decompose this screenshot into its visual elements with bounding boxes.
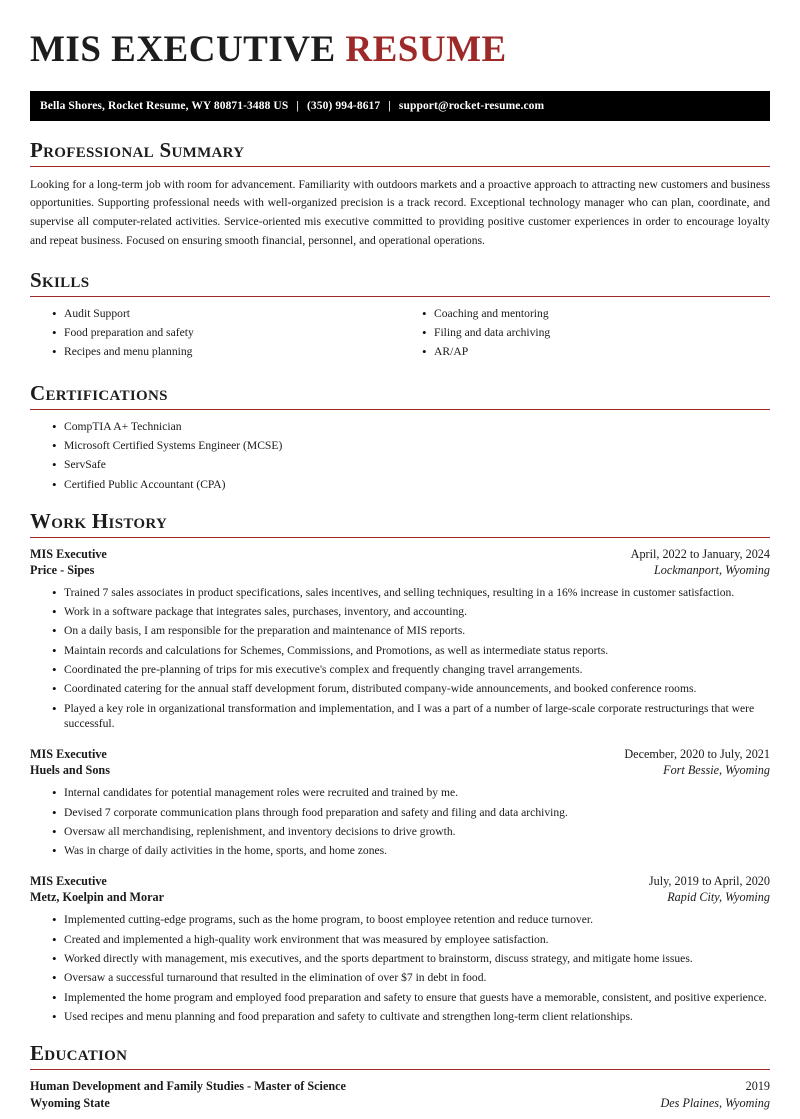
contact-address: Bella Shores, Rocket Resume, WY 80871-3488 US: [40, 99, 289, 112]
education-degree: Human Development and Family Studies - Master of Science: [30, 1079, 346, 1094]
section-title-work-history: Work History: [30, 508, 168, 533]
list-item: • ServSafe: [52, 457, 770, 472]
work-history-entry: [30, 747, 770, 858]
list-item: • Coordinated the pre-planning of trips for mis executive's complex and frequently changing travel arrangements.: [52, 662, 770, 677]
job-company: Price - Sipes: [30, 562, 95, 577]
section-title-education: Education: [30, 1041, 128, 1066]
job-title: MIS Executive: [30, 874, 107, 889]
list-item: • Devised 7 corporate communication plans through food preparation and safety and filing and data archiving.: [52, 805, 770, 820]
list-item: • Used recipes and menu planning and food preparation and safety to cultivate and strengthen long-term client relationships.: [52, 1009, 770, 1024]
work-history-entry: [30, 874, 770, 1024]
summary-text: Looking for a long-term job with room for advancement. Familiarity with outdoors markets and a proactive approach to attracting new customers and business opportunities. Supporting professional needs with well-organized precision is a track record. Exceptional technology manager who can plan, coordinate, and supervise all computer-related activities. Service-oriented mis executive committed to providing positive customer experiences in order to encourage loyalty and repeat business. Focused on ensuring smooth financial, personnel, and operational operations.: [30, 177, 770, 248]
education-location: Des Plaines, Wyoming: [660, 1096, 770, 1111]
contact-separator-1: |: [296, 99, 299, 112]
job-location: Fort Bessie, Wyoming: [663, 763, 770, 778]
job-location: Lockmanport, Wyoming: [653, 562, 770, 577]
section-certifications: [30, 381, 770, 492]
list-item: • Filing and data archiving: [422, 325, 770, 340]
skills-list-left: [30, 306, 400, 360]
list-item: • Created and implemented a high-quality work environment that was measured by employee satisfaction.: [52, 932, 770, 947]
job-dates: December, 2020 to July, 2021: [624, 747, 770, 762]
job-title: MIS Executive: [30, 747, 107, 762]
list-item: • Work in a software package that integrates sales, purchases, inventory, and accounting.: [52, 604, 770, 619]
list-item: • Audit Support: [52, 306, 400, 321]
list-item: • Trained 7 sales associates in product specifications, sales incentives, and selling techniques, resulting in a 16% increase in customer satisfaction.: [52, 585, 770, 600]
list-item: • Certified Public Accountant (CPA): [52, 477, 770, 492]
job-company: Huels and Sons: [30, 763, 110, 778]
list-item: • CompTIA A+ Technician: [52, 419, 770, 434]
list-item: • Was in charge of daily activities in the home, sports, and home zones.: [52, 843, 770, 858]
list-item: • Recipes and menu planning: [52, 344, 400, 359]
list-item: • Microsoft Certified Systems Engineer (MCSE): [52, 438, 770, 453]
contact-email[interactable]: support@rocket-resume.com: [398, 99, 545, 112]
list-item: • Played a key role in organizational transformation and implementation, and I was a part of a number of large-scale corporate restructurings that were successful.: [52, 701, 770, 732]
education-header-row: [30, 1079, 770, 1094]
contact-bar: [30, 91, 770, 121]
job-bullets: [30, 912, 770, 1024]
education-entry: [30, 1079, 770, 1111]
job-location: Rapid City, Wyoming: [667, 890, 770, 905]
list-item: • Coordinated catering for the annual staff development forum, distributed company-wide announcements, and booked conference rooms.: [52, 681, 770, 696]
section-divider: [30, 537, 770, 538]
section-skills: [30, 268, 770, 364]
section-divider: [30, 1069, 770, 1070]
job-header-row: [30, 747, 770, 762]
skills-column-right: [400, 306, 770, 364]
job-subheader-row: [30, 890, 770, 905]
list-item: • Implemented the home program and employed food preparation and safety to ensure that guests have a memorable, consistent, and positive experience.: [52, 990, 770, 1005]
section-education: [30, 1041, 770, 1119]
list-item: • Coaching and mentoring: [422, 306, 770, 321]
section-divider: [30, 409, 770, 410]
list-item: • On a daily basis, I am responsible for the preparation and maintenance of MIS reports.: [52, 623, 770, 638]
section-title-summary: Professional Summary: [30, 137, 245, 162]
contact-separator-2: |: [388, 99, 391, 112]
list-item: • Internal candidates for potential management roles were recruited and trained by me.: [52, 785, 770, 800]
section-divider: [30, 296, 770, 297]
section-divider: [30, 166, 770, 167]
section-title-skills: Skills: [30, 267, 90, 292]
page-title: [30, 30, 770, 71]
skills-list-right: [400, 306, 770, 360]
section-work-history: [30, 509, 770, 1024]
list-item: • Worked directly with management, mis executives, and the sports department to brainstorm, discuss strategy, and mitigate home issues.: [52, 951, 770, 966]
section-title-certifications: Certifications: [30, 380, 168, 405]
list-item: • Maintain records and calculations for Schemes, Commissions, and Promotions, as well as intermediate status reports.: [52, 643, 770, 658]
list-item: • Food preparation and safety: [52, 325, 400, 340]
job-company: Metz, Koelpin and Morar: [30, 890, 165, 905]
list-item: • AR/AP: [422, 344, 770, 359]
job-bullets: [30, 585, 770, 731]
page-title-primary: MIS EXECUTIVE: [30, 29, 346, 70]
job-dates: July, 2019 to April, 2020: [648, 874, 770, 889]
education-subheader-row: [30, 1096, 770, 1111]
job-subheader-row: [30, 563, 770, 578]
list-item: • Oversaw a successful turnaround that resulted in the elimination of over $7 in debt in food.: [52, 970, 770, 985]
job-dates: April, 2022 to January, 2024: [630, 546, 770, 561]
job-header-row: [30, 874, 770, 889]
education-school: Wyoming State: [30, 1096, 110, 1111]
section-professional-summary: [30, 138, 770, 251]
skills-columns: [30, 306, 770, 364]
list-item: • Oversaw all merchandising, replenishment, and inventory decisions to drive growth.: [52, 824, 770, 839]
job-header-row: [30, 547, 770, 562]
education-year: 2019: [745, 1079, 770, 1094]
job-title: MIS Executive: [30, 546, 107, 561]
contact-phone[interactable]: (350) 994-8617: [306, 99, 381, 112]
certifications-list: [30, 419, 770, 492]
page-title-accent: RESUME: [345, 29, 507, 70]
skills-column-left: [30, 306, 400, 364]
work-history-entry: [30, 547, 770, 731]
job-bullets: [30, 785, 770, 858]
job-subheader-row: [30, 763, 770, 778]
list-item: • Implemented cutting-edge programs, such as the home program, to boost employee retention and reduce turnover.: [52, 912, 770, 927]
